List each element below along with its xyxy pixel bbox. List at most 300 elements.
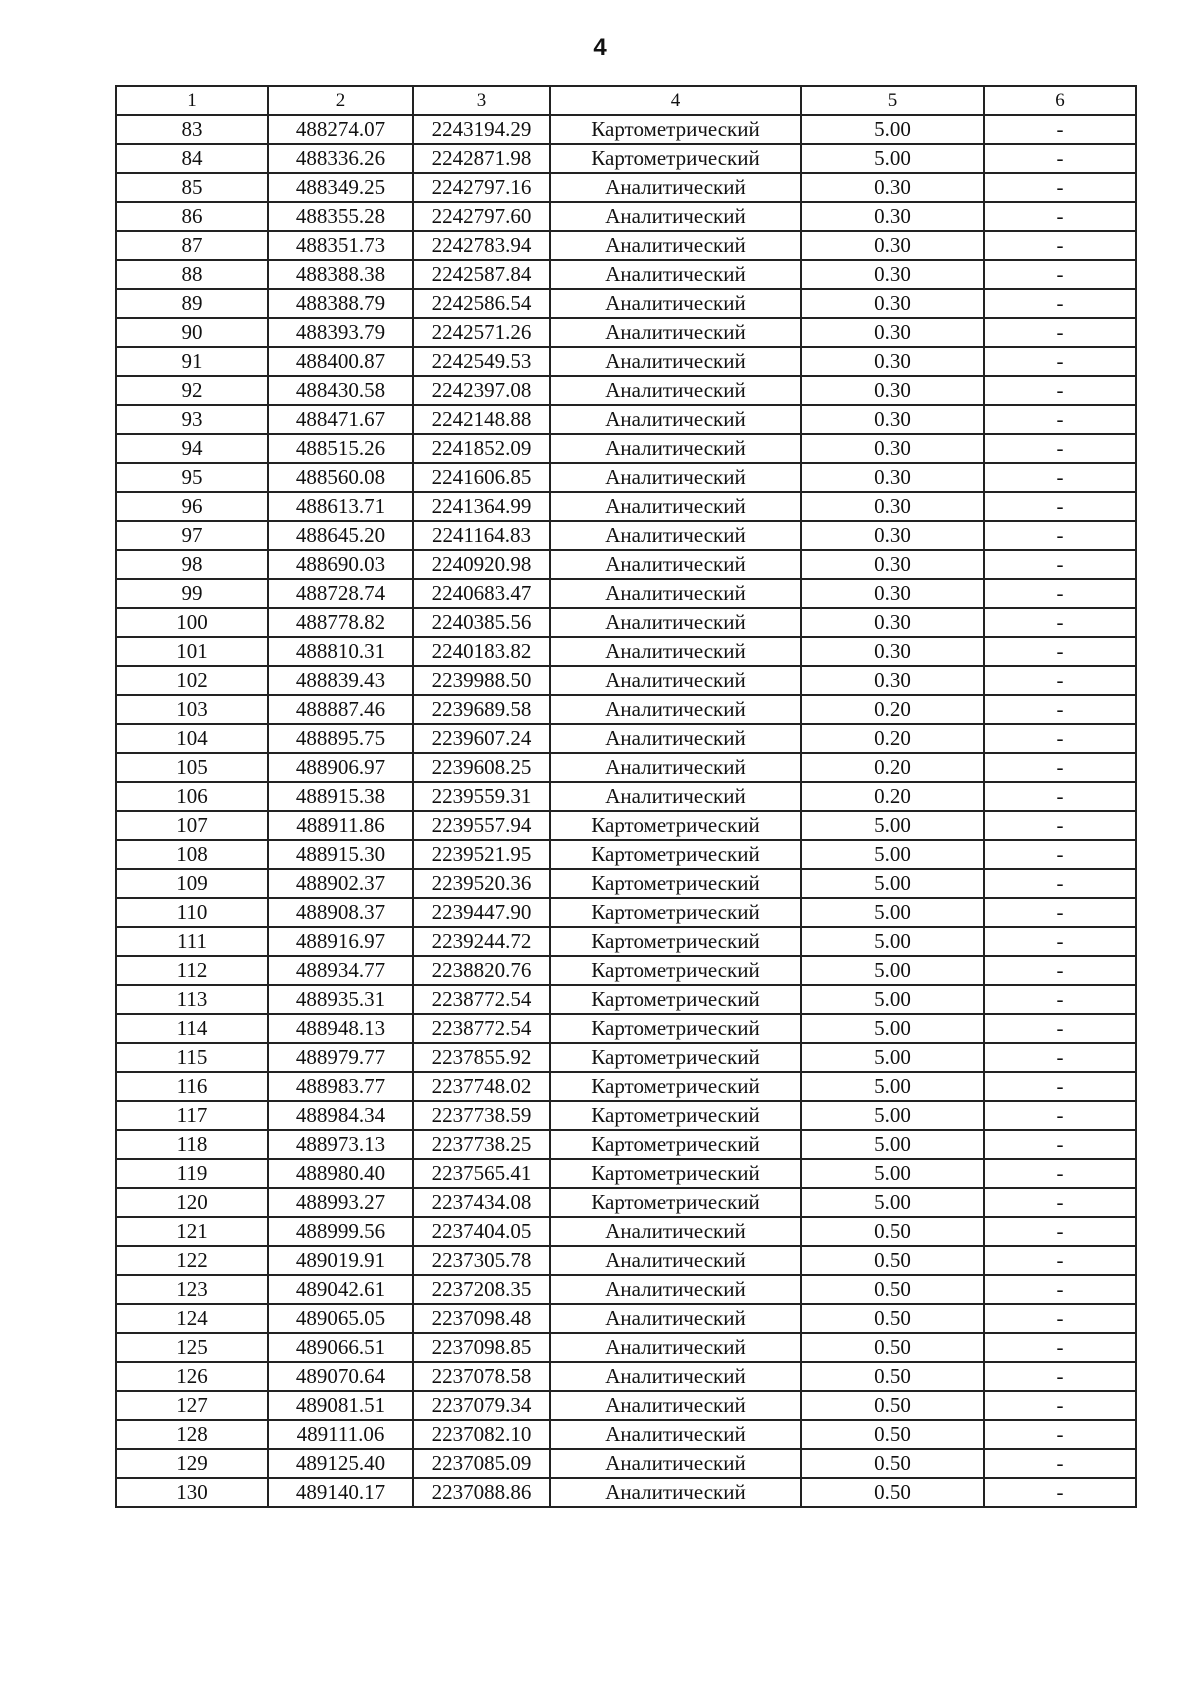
point-number-cell: 106 [116,782,268,811]
point-number-cell: 83 [116,115,268,144]
table-row [116,1333,1136,1362]
point-number-cell: 95 [116,463,268,492]
accuracy-cell: 5.00 [801,840,984,869]
method-cell: Аналитический [550,376,801,405]
method-cell: Картометрический [550,927,801,956]
note-cell: - [984,405,1136,434]
table-row [116,1246,1136,1275]
note-cell: - [984,115,1136,144]
table-row [116,115,1136,144]
method-cell: Картометрический [550,956,801,985]
method-cell: Картометрический [550,1043,801,1072]
point-number-cell: 126 [116,1362,268,1391]
x-coordinate-cell: 488393.79 [268,318,413,347]
accuracy-cell: 5.00 [801,1159,984,1188]
table-row [116,1159,1136,1188]
method-cell: Картометрический [550,1072,801,1101]
note-cell: - [984,289,1136,318]
table-row [116,1478,1136,1507]
accuracy-cell: 0.50 [801,1420,984,1449]
x-coordinate-cell: 488911.86 [268,811,413,840]
accuracy-cell: 0.30 [801,434,984,463]
accuracy-cell: 0.30 [801,521,984,550]
note-cell: - [984,463,1136,492]
point-number-cell: 93 [116,405,268,434]
method-cell: Картометрический [550,1188,801,1217]
point-number-cell: 118 [116,1130,268,1159]
point-number-cell: 94 [116,434,268,463]
point-number-cell: 88 [116,260,268,289]
point-number-cell: 99 [116,579,268,608]
y-coordinate-cell: 2241364.99 [413,492,550,521]
x-coordinate-cell: 488388.79 [268,289,413,318]
accuracy-cell: 0.50 [801,1478,984,1507]
x-coordinate-cell: 488778.82 [268,608,413,637]
y-coordinate-cell: 2239559.31 [413,782,550,811]
method-cell: Картометрический [550,1159,801,1188]
accuracy-cell: 0.30 [801,173,984,202]
method-cell: Картометрический [550,985,801,1014]
method-cell: Картометрический [550,115,801,144]
note-cell: - [984,782,1136,811]
column-header-5: 5 [801,86,984,115]
x-coordinate-cell: 488906.97 [268,753,413,782]
y-coordinate-cell: 2238772.54 [413,1014,550,1043]
method-cell: Аналитический [550,1478,801,1507]
table-row [116,840,1136,869]
note-cell: - [984,492,1136,521]
table-row [116,1304,1136,1333]
method-cell: Аналитический [550,347,801,376]
x-coordinate-cell: 488810.31 [268,637,413,666]
table-row [116,753,1136,782]
table-row [116,202,1136,231]
y-coordinate-cell: 2239447.90 [413,898,550,927]
method-cell: Аналитический [550,521,801,550]
point-number-cell: 130 [116,1478,268,1507]
note-cell: - [984,637,1136,666]
x-coordinate-cell: 488728.74 [268,579,413,608]
y-coordinate-cell: 2237404.05 [413,1217,550,1246]
table-row [116,956,1136,985]
x-coordinate-cell: 489019.91 [268,1246,413,1275]
y-coordinate-cell: 2241164.83 [413,521,550,550]
point-number-cell: 87 [116,231,268,260]
table-row [116,1217,1136,1246]
table-row [116,1449,1136,1478]
accuracy-cell: 0.30 [801,666,984,695]
x-coordinate-cell: 488560.08 [268,463,413,492]
x-coordinate-cell: 489065.05 [268,1304,413,1333]
note-cell: - [984,1101,1136,1130]
method-cell: Аналитический [550,637,801,666]
method-cell: Картометрический [550,144,801,173]
point-number-cell: 97 [116,521,268,550]
note-cell: - [984,550,1136,579]
accuracy-cell: 5.00 [801,898,984,927]
x-coordinate-cell: 488336.26 [268,144,413,173]
y-coordinate-cell: 2238772.54 [413,985,550,1014]
x-coordinate-cell: 488993.27 [268,1188,413,1217]
table-row [116,1188,1136,1217]
x-coordinate-cell: 488908.37 [268,898,413,927]
y-coordinate-cell: 2242549.53 [413,347,550,376]
accuracy-cell: 0.20 [801,724,984,753]
method-cell: Картометрический [550,869,801,898]
x-coordinate-cell: 489070.64 [268,1362,413,1391]
method-cell: Аналитический [550,1362,801,1391]
x-coordinate-cell: 488902.37 [268,869,413,898]
table-row [116,666,1136,695]
accuracy-cell: 0.30 [801,347,984,376]
note-cell: - [984,521,1136,550]
method-cell: Картометрический [550,898,801,927]
method-cell: Аналитический [550,405,801,434]
note-cell: - [984,1043,1136,1072]
y-coordinate-cell: 2237098.48 [413,1304,550,1333]
note-cell: - [984,1014,1136,1043]
y-coordinate-cell: 2237855.92 [413,1043,550,1072]
point-number-cell: 116 [116,1072,268,1101]
accuracy-cell: 0.50 [801,1362,984,1391]
point-number-cell: 100 [116,608,268,637]
method-cell: Аналитический [550,463,801,492]
note-cell: - [984,1449,1136,1478]
accuracy-cell: 0.30 [801,608,984,637]
y-coordinate-cell: 2239521.95 [413,840,550,869]
point-number-cell: 90 [116,318,268,347]
y-coordinate-cell: 2237208.35 [413,1275,550,1304]
x-coordinate-cell: 488934.77 [268,956,413,985]
table-row [116,173,1136,202]
point-number-cell: 91 [116,347,268,376]
y-coordinate-cell: 2239244.72 [413,927,550,956]
note-cell: - [984,1188,1136,1217]
point-number-cell: 102 [116,666,268,695]
x-coordinate-cell: 488979.77 [268,1043,413,1072]
table-row [116,927,1136,956]
point-number-cell: 98 [116,550,268,579]
point-number-cell: 92 [116,376,268,405]
note-cell: - [984,927,1136,956]
note-cell: - [984,376,1136,405]
accuracy-cell: 0.30 [801,289,984,318]
accuracy-cell: 0.50 [801,1246,984,1275]
y-coordinate-cell: 2242783.94 [413,231,550,260]
method-cell: Аналитический [550,782,801,811]
point-number-cell: 117 [116,1101,268,1130]
note-cell: - [984,1217,1136,1246]
method-cell: Картометрический [550,811,801,840]
method-cell: Картометрический [550,1130,801,1159]
y-coordinate-cell: 2240385.56 [413,608,550,637]
table-row [116,637,1136,666]
point-number-cell: 107 [116,811,268,840]
header-row [116,86,1136,115]
method-cell: Аналитический [550,579,801,608]
note-cell: - [984,956,1136,985]
table-row [116,985,1136,1014]
x-coordinate-cell: 488983.77 [268,1072,413,1101]
method-cell: Аналитический [550,1420,801,1449]
method-cell: Аналитический [550,608,801,637]
table-row [116,405,1136,434]
note-cell: - [984,1420,1136,1449]
x-coordinate-cell: 488980.40 [268,1159,413,1188]
table-row [116,1101,1136,1130]
y-coordinate-cell: 2243194.29 [413,115,550,144]
y-coordinate-cell: 2241606.85 [413,463,550,492]
column-header-4: 4 [550,86,801,115]
accuracy-cell: 5.00 [801,1014,984,1043]
method-cell: Аналитический [550,318,801,347]
accuracy-cell: 0.20 [801,695,984,724]
y-coordinate-cell: 2240683.47 [413,579,550,608]
note-cell: - [984,1246,1136,1275]
y-coordinate-cell: 2242571.26 [413,318,550,347]
table-row [116,782,1136,811]
method-cell: Аналитический [550,289,801,318]
x-coordinate-cell: 488430.58 [268,376,413,405]
x-coordinate-cell: 488935.31 [268,985,413,1014]
y-coordinate-cell: 2237085.09 [413,1449,550,1478]
note-cell: - [984,753,1136,782]
accuracy-cell: 5.00 [801,1072,984,1101]
note-cell: - [984,1159,1136,1188]
note-cell: - [984,318,1136,347]
method-cell: Аналитический [550,753,801,782]
x-coordinate-cell: 488999.56 [268,1217,413,1246]
x-coordinate-cell: 488355.28 [268,202,413,231]
table-row [116,608,1136,637]
note-cell: - [984,811,1136,840]
note-cell: - [984,1275,1136,1304]
y-coordinate-cell: 2237088.86 [413,1478,550,1507]
y-coordinate-cell: 2242148.88 [413,405,550,434]
x-coordinate-cell: 488274.07 [268,115,413,144]
method-cell: Аналитический [550,666,801,695]
accuracy-cell: 0.20 [801,782,984,811]
note-cell: - [984,898,1136,927]
x-coordinate-cell: 488915.38 [268,782,413,811]
x-coordinate-cell: 489111.06 [268,1420,413,1449]
accuracy-cell: 0.30 [801,202,984,231]
table-row [116,579,1136,608]
x-coordinate-cell: 489125.40 [268,1449,413,1478]
x-coordinate-cell: 489140.17 [268,1478,413,1507]
accuracy-cell: 5.00 [801,115,984,144]
note-cell: - [984,985,1136,1014]
method-cell: Аналитический [550,231,801,260]
y-coordinate-cell: 2241852.09 [413,434,550,463]
method-cell: Аналитический [550,173,801,202]
y-coordinate-cell: 2239520.36 [413,869,550,898]
note-cell: - [984,579,1136,608]
table-row [116,376,1136,405]
table-row [116,1275,1136,1304]
method-cell: Аналитический [550,695,801,724]
point-number-cell: 119 [116,1159,268,1188]
accuracy-cell: 0.30 [801,318,984,347]
note-cell: - [984,1391,1136,1420]
table-row [116,811,1136,840]
point-number-cell: 111 [116,927,268,956]
method-cell: Аналитический [550,1246,801,1275]
point-number-cell: 113 [116,985,268,1014]
table-row [116,1362,1136,1391]
y-coordinate-cell: 2240183.82 [413,637,550,666]
x-coordinate-cell: 488916.97 [268,927,413,956]
x-coordinate-cell: 488349.25 [268,173,413,202]
accuracy-cell: 5.00 [801,1130,984,1159]
point-number-cell: 101 [116,637,268,666]
y-coordinate-cell: 2242586.54 [413,289,550,318]
x-coordinate-cell: 489042.61 [268,1275,413,1304]
method-cell: Аналитический [550,260,801,289]
method-cell: Аналитический [550,1304,801,1333]
column-header-2: 2 [268,86,413,115]
x-coordinate-cell: 488645.20 [268,521,413,550]
y-coordinate-cell: 2242397.08 [413,376,550,405]
point-number-cell: 86 [116,202,268,231]
y-coordinate-cell: 2237434.08 [413,1188,550,1217]
x-coordinate-cell: 488515.26 [268,434,413,463]
point-number-cell: 127 [116,1391,268,1420]
point-number-cell: 108 [116,840,268,869]
x-coordinate-cell: 488984.34 [268,1101,413,1130]
table-row [116,434,1136,463]
accuracy-cell: 5.00 [801,1101,984,1130]
method-cell: Аналитический [550,1217,801,1246]
table-row [116,695,1136,724]
y-coordinate-cell: 2237082.10 [413,1420,550,1449]
accuracy-cell: 5.00 [801,985,984,1014]
note-cell: - [984,260,1136,289]
accuracy-cell: 5.00 [801,927,984,956]
note-cell: - [984,869,1136,898]
point-number-cell: 128 [116,1420,268,1449]
coordinates-table [115,85,1137,1508]
table-row [116,260,1136,289]
y-coordinate-cell: 2239689.58 [413,695,550,724]
note-cell: - [984,1333,1136,1362]
accuracy-cell: 5.00 [801,1043,984,1072]
point-number-cell: 122 [116,1246,268,1275]
x-coordinate-cell: 488471.67 [268,405,413,434]
x-coordinate-cell: 488400.87 [268,347,413,376]
table-row [116,724,1136,753]
y-coordinate-cell: 2242871.98 [413,144,550,173]
y-coordinate-cell: 2242797.16 [413,173,550,202]
y-coordinate-cell: 2237738.59 [413,1101,550,1130]
y-coordinate-cell: 2242587.84 [413,260,550,289]
table-row [116,1130,1136,1159]
accuracy-cell: 5.00 [801,869,984,898]
note-cell: - [984,231,1136,260]
y-coordinate-cell: 2240920.98 [413,550,550,579]
note-cell: - [984,1130,1136,1159]
table-row [116,1420,1136,1449]
page-number: 4 [593,34,607,61]
point-number-cell: 121 [116,1217,268,1246]
accuracy-cell: 0.50 [801,1449,984,1478]
accuracy-cell: 0.50 [801,1217,984,1246]
method-cell: Картометрический [550,1101,801,1130]
note-cell: - [984,144,1136,173]
point-number-cell: 125 [116,1333,268,1362]
accuracy-cell: 0.30 [801,376,984,405]
point-number-cell: 114 [116,1014,268,1043]
y-coordinate-cell: 2239607.24 [413,724,550,753]
point-number-cell: 129 [116,1449,268,1478]
note-cell: - [984,840,1136,869]
y-coordinate-cell: 2237305.78 [413,1246,550,1275]
table-row [116,318,1136,347]
table-row [116,1014,1136,1043]
accuracy-cell: 0.30 [801,637,984,666]
note-cell: - [984,666,1136,695]
column-header-1: 1 [116,86,268,115]
method-cell: Аналитический [550,492,801,521]
x-coordinate-cell: 488915.30 [268,840,413,869]
y-coordinate-cell: 2238820.76 [413,956,550,985]
table-row [116,869,1136,898]
table-row [116,289,1136,318]
note-cell: - [984,608,1136,637]
table-body [116,115,1136,1507]
accuracy-cell: 0.30 [801,463,984,492]
accuracy-cell: 0.30 [801,550,984,579]
point-number-cell: 110 [116,898,268,927]
method-cell: Аналитический [550,1275,801,1304]
y-coordinate-cell: 2239988.50 [413,666,550,695]
method-cell: Аналитический [550,1449,801,1478]
table-header [116,86,1136,115]
x-coordinate-cell: 488613.71 [268,492,413,521]
note-cell: - [984,173,1136,202]
x-coordinate-cell: 488351.73 [268,231,413,260]
accuracy-cell: 0.30 [801,231,984,260]
point-number-cell: 124 [116,1304,268,1333]
table-row [116,521,1136,550]
table-row [116,231,1136,260]
accuracy-cell: 0.50 [801,1391,984,1420]
point-number-cell: 115 [116,1043,268,1072]
x-coordinate-cell: 488973.13 [268,1130,413,1159]
accuracy-cell: 5.00 [801,811,984,840]
note-cell: - [984,1478,1136,1507]
table-row [116,1391,1136,1420]
accuracy-cell: 5.00 [801,1188,984,1217]
point-number-cell: 103 [116,695,268,724]
y-coordinate-cell: 2237748.02 [413,1072,550,1101]
x-coordinate-cell: 488895.75 [268,724,413,753]
y-coordinate-cell: 2239608.25 [413,753,550,782]
accuracy-cell: 0.30 [801,405,984,434]
point-number-cell: 112 [116,956,268,985]
table-row [116,144,1136,173]
method-cell: Аналитический [550,202,801,231]
table-row [116,347,1136,376]
point-number-cell: 120 [116,1188,268,1217]
x-coordinate-cell: 489066.51 [268,1333,413,1362]
note-cell: - [984,1304,1136,1333]
y-coordinate-cell: 2237738.25 [413,1130,550,1159]
y-coordinate-cell: 2237079.34 [413,1391,550,1420]
accuracy-cell: 0.50 [801,1333,984,1362]
point-number-cell: 123 [116,1275,268,1304]
method-cell: Аналитический [550,434,801,463]
